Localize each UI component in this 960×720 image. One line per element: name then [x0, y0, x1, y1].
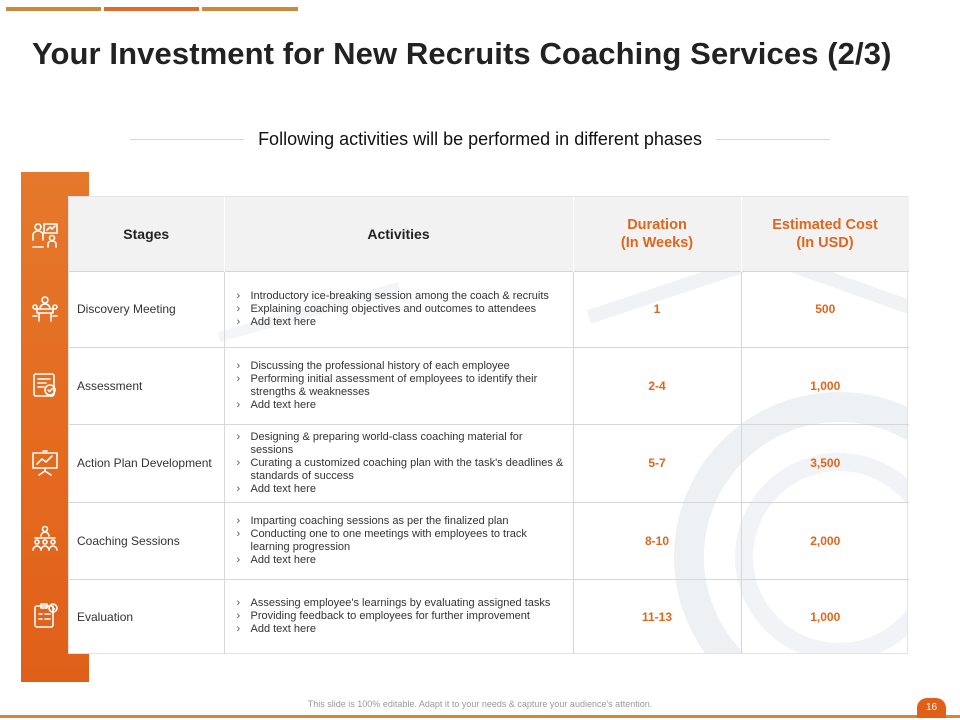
- stage-cell: Assessment: [69, 347, 224, 424]
- duration-cell: 1: [573, 271, 741, 347]
- activity-item: › Performing initial assessment of employees to identify their strengths & weaknesses: [231, 373, 567, 399]
- stage-cell: Discovery Meeting: [69, 271, 224, 347]
- header-cost: [741, 197, 909, 271]
- stage-cell: Action Plan Development: [69, 424, 224, 502]
- activities-cell: [224, 347, 573, 424]
- investment-table: [68, 196, 908, 654]
- slide-title: Your Investment for New Recruits Coaching Services (2/3): [32, 36, 892, 71]
- slide-subtitle: Following activities will be performed in different phases: [258, 128, 702, 149]
- table-row: [69, 424, 909, 502]
- header-duration: [573, 197, 741, 271]
- header-activities: Activities: [224, 197, 573, 271]
- activities-cell: [224, 502, 573, 579]
- activities-table: [69, 197, 910, 654]
- header-cost-line2: (In USD): [796, 234, 854, 251]
- accent-bar: [104, 7, 199, 11]
- activities-cell: [224, 579, 573, 654]
- activities-cell: [224, 271, 573, 347]
- duration-cell: 8-10: [573, 502, 741, 579]
- header-stages: Stages: [69, 197, 224, 271]
- activity-item: › Add text here: [231, 316, 567, 329]
- assessment-icon: [28, 368, 62, 402]
- group-session-icon: [28, 522, 62, 556]
- duration-cell: 5-7: [573, 424, 741, 502]
- cost-cell: 1,000: [741, 579, 909, 654]
- presentation-board-icon: [28, 446, 62, 480]
- footer-note: This slide is 100% editable. Adapt it to your needs & capture your audience's attention.: [307, 699, 653, 709]
- activity-item: › Introductory ice-breaking session among the coach & recruits: [231, 290, 567, 303]
- activity-item: › Add text here: [231, 399, 567, 412]
- table-header-row: [69, 197, 909, 271]
- activities-cell: [224, 424, 573, 502]
- activity-item: › Discussing the professional history of each employee: [231, 360, 567, 373]
- accent-bar: [6, 7, 101, 11]
- page-number: 16: [917, 698, 946, 718]
- table-row: [69, 271, 909, 347]
- cost-cell: 3,500: [741, 424, 909, 502]
- header-duration-line2: (In Weeks): [620, 234, 694, 251]
- activity-item: › Add text here: [231, 623, 567, 636]
- activity-item: › Conducting one to one meetings with employees to track learning progression: [231, 528, 567, 554]
- activity-item: › Add text here: [231, 554, 567, 567]
- bottom-accent-line: [0, 715, 960, 718]
- divider: [716, 139, 830, 140]
- activity-item: › Explaining coaching objectives and outcomes to attendees: [231, 303, 567, 316]
- duration-cell: 11-13: [573, 579, 741, 654]
- cost-cell: 500: [741, 271, 909, 347]
- header-duration-line1: Duration: [627, 216, 687, 233]
- top-accent-bars: [6, 7, 298, 11]
- evaluation-icon: [28, 598, 62, 632]
- meeting-icon: [28, 292, 62, 326]
- table-row: [69, 502, 909, 579]
- duration-cell: 2-4: [573, 347, 741, 424]
- stage-cell: Evaluation: [69, 579, 224, 654]
- subtitle-row: [130, 128, 830, 150]
- accent-bar: [202, 7, 298, 11]
- activity-item: › Assessing employee's learnings by evaluating assigned tasks: [231, 597, 567, 610]
- header-cost-line1: Estimated Cost: [772, 216, 878, 233]
- activity-item: › Imparting coaching sessions as per the finalized plan: [231, 515, 567, 528]
- activity-item: › Add text here: [231, 483, 567, 496]
- cost-cell: 2,000: [741, 502, 909, 579]
- activity-item: › Curating a customized coaching plan with the task's deadlines & standards of success: [231, 457, 567, 483]
- activity-item: › Designing & preparing world-class coaching material for sessions: [231, 431, 567, 457]
- coach-icon: [28, 218, 62, 252]
- stage-cell: Coaching Sessions: [69, 502, 224, 579]
- activity-item: › Providing feedback to employees for further improvement: [231, 610, 567, 623]
- table-row: [69, 579, 909, 654]
- cost-cell: 1,000: [741, 347, 909, 424]
- table-row: [69, 347, 909, 424]
- divider: [130, 139, 244, 140]
